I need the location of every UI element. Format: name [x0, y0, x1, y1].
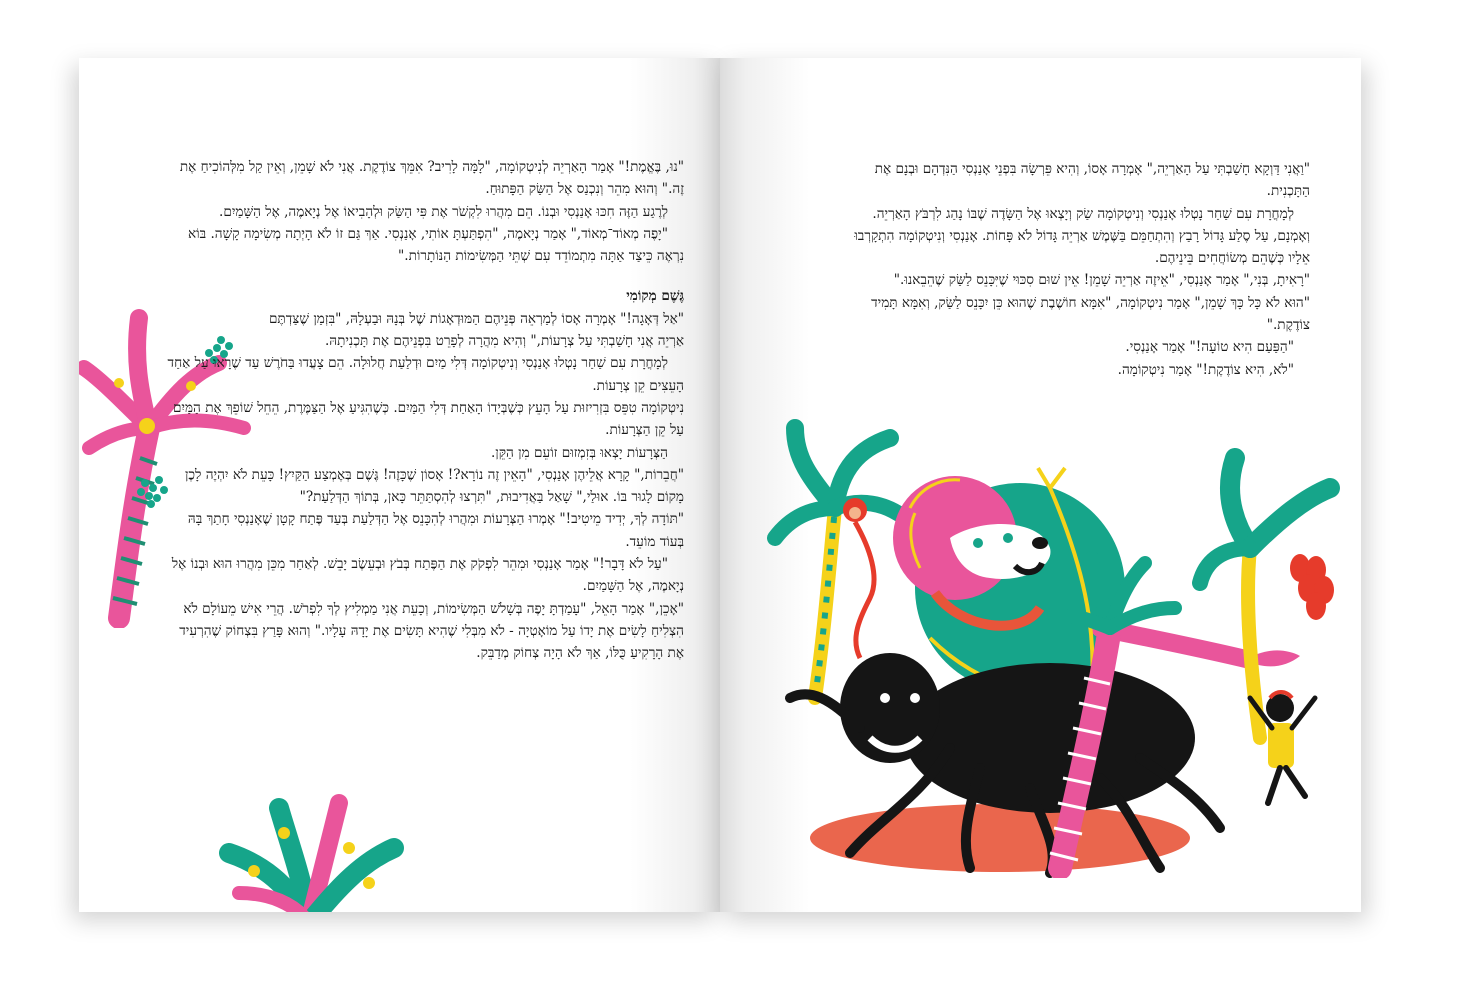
- section-heading: גֶּשֶׁם מְקוֹמִי: [626, 288, 684, 305]
- paragraph: נִיטְקוֹמָה טִפֵּס בִּזְרִיזוּת עַל הָעֵץ כְּשֶׁבְּיָדוֹ הָאַחַת דְּלִי הַמַּיִם. כְּשֶׁהִגִּיעַ אֶל הַצַּמֶּרֶת, הֵחֵל שׁוֹפֵךְ אֶת הַמַּיִם עַל קֵן הַצְּרָעוֹת.: [172, 399, 684, 439]
- paragraph: "הַפַּעַם הִיא טוֹעָה!" אָמַר אָנַנְסִי.: [1125, 339, 1294, 356]
- boy-illustration: [1250, 692, 1315, 803]
- paragraph: "נוּ, בֶּאֱמֶת!" אָמַר הָאַרְיֵה לְנִיטְקוֹמָה, "לָמָּה לָרִיב? אִמֵּךְ צוֹדֶקֶת. אֲנִי לֹא שָׁמֵן, וְאֵין קַל מִלְּהוֹכִיחַ אֶת זֶה." וְהוּא מִהֵר וְנִכְנַס אֶל הַשַּׂק הַפָּתוּחַ.: [179, 159, 684, 198]
- monkey-illustration: [843, 498, 874, 658]
- left-page: [79, 58, 720, 912]
- bush-illustration: [209, 793, 409, 912]
- paragraph: "רָאִיתָ, בְּנִי," אָמַר אָנַנְסִי, "אֵיזֶה אַרְיֵה שָׁמֵן! אֵין שׁוּם סִכּוּי שֶׁיִּכָּנֵס לַשַּׂק שֶׁהֵבֵאנוּ.": [893, 272, 1310, 289]
- paragraph: "אַל דְּאָגָה!" אָמְרָה אָסוֹ לְמַרְאֵה פְּנֵיהֶם הַמּוּדְאָגוֹת שֶׁל בְּנָהּ וּבַעְלָהּ, "בִּזְמַן שֶׁצַּדְתֶּם אַרְיֵה אֲנִי חָשַׁבְתִּי עַל צְרָעוֹת," וְהִיא מִהֲרָה לְפָרֵט בִּפְנֵיהֶם אֶת תָּכְנִיתָהּ.: [268, 310, 684, 350]
- left-page-text: [164, 156, 684, 665]
- narrow-block: [264, 285, 684, 352]
- paragraph: "וַאֲנִי דַּוְקָא חָשַׁבְתִּי עַל הָאַרְיֵה," אָמְרָה אָסוֹ, וְהִיא פֵּרְשָׂה בִּפְנֵי אָנַנְסִי הַנִּדְהָם וּבְנָם אֶת הַתָּכְנִית.: [874, 161, 1310, 200]
- paragraph: "לֹא, הִיא צוֹדֶקֶת!" אָמַר נִיטְקוֹמָה.: [1117, 361, 1294, 378]
- paragraph: הַצְּרָעוֹת יָצְאוּ בְּזִמְזוּם זוֹעֵם מִן הַקֵּן.: [490, 444, 668, 461]
- paragraph: לְמָחֳרָת עִם שַׁחַר נָטְלוּ אָנַנְסִי וְנִיטְקוֹמָה דְּלִי מַיִם וּדְלַעַת חֲלוּלָה. הֵם צָעֲדוּ בַּחֹרֶשׁ עַד שֶׁרָאוּ עַל אַחַד הָעֵצִים קֵן צְרָעוֹת.: [167, 355, 684, 394]
- paragraph: "תּוֹדָה לְךָ, יְדִיד מֵיטִיב!" אָמְרוּ הַצְּרָעוֹת וּמִהֲרוּ לְהִכָּנֵס אֶל הַדְּלַעַת בְּעַד פֶּתַח קָטָן שֶׁאָנַנְסִי חָתַךְ בָּהּ בְּעוֹד מוֹעֵד.: [187, 511, 684, 550]
- paragraph: "אָכֵן," אָמַר הָאֵל, "עָמַדְתָּ יָפֶה בְּשָׁלֹשׁ הַמְּשִׂימוֹת, וְכָעֵת אֲנִי מַמְלִיץ לְךָ לִפְרֹשׁ. הֲרֵי אִישׁ מֵעוֹלָם לֹא הִצְלִיחַ לָשִׂים אֶת יָדוֹ עַל מוֹאָטְיָה - לֹא מִבְּלִי שֶׁהִיא תָּשִׂים אֶת יָדָהּ עָלָיו." וְהוּא פָּרַץ בִּצְחוֹק שֶׁהִרְעִיד אֶת הָרָקִיעַ כֻּלּוֹ, אַךְ לֹא הָיָה צְחוֹק מְדַבֵּק.: [179, 600, 684, 662]
- paragraph: "חֲבֵרוֹת," קָרָא אֲלֵיהֶן אָנַנְסִי, "הָאֵין זֶה נוֹרָא?! אָסוֹן שֶׁכָּזֶה! גֶּשֶׁם בְּאֶמְצַע הַקַּיִץ! כָּעֵת לֹא יִהְיֶה לָכֶן מָקוֹם לָגוּר בּוֹ. אוּלַי," שָׁאַל בַּאֲדִיבוּת, "תִּרְצוּ לְהִסְתַּתֵּר כָּאן, בְּתוֹךְ הַדְּלַעַת?": [184, 466, 684, 506]
- paragraph: "עַל לֹא דָּבָר!" אָמַר אָנַנְסִי וּמִהֵר לִפְקֹק אֶת הַפֶּתַח בְּבֹץ וּבְעֵשֶׂב יָבֵשׁ. לְאַחַר מִכֵּן מִהֲרוּ הוּא וּבְנוֹ אֶל נְיָאמֶה, אֶל הַשָּׁמַיִם.: [171, 556, 684, 595]
- paragraph: לְמָחֳרָת עִם שַׁחַר נָטְלוּ אָנַנְסִי וְנִיטְקוֹמָה שַׂק וְיָצְאוּ אֶל הַשָּׂדֶה שֶׁבּוֹ נָהַג לִרְבֹּץ הָאַרְיֵה. וְאָמְנָם, עַל סֶלַע גָּדוֹל רָבַץ וְהִתְחַמֵּם בַּשֶּׁמֶשׁ אַרְיֵה גָּדוֹל לֹא פָּחוֹת. אָנַנְסִי וְנִיטְקוֹמָה הִתְקָרְבוּ אֵלָיו כְּשֶׁהֵם מְשׂוֹחֲחִים בֵּינֵיהֶם.: [854, 205, 1310, 267]
- right-page-text: [835, 158, 1310, 381]
- paragraph: לְרֶגַע הַזֶּה חִכּוּ אָנַנְסִי וּבְנוֹ. הֵם מִהֲרוּ לִקְשֹׁר אֶת פִּי הַשַּׂק וּלְהָבִיאוֹ אֶל נְיָאמֶה, אֶל הַשָּׁמַיִם.: [219, 203, 668, 220]
- paragraph: "הוּא לֹא כָּל כָּךְ שָׁמֵן," אָמַר נִיטְקוֹמָה, "אִמָּא חוֹשֶׁבֶת שֶׁהוּא כֵּן יִכָּנֵס לַשַּׂק, וְאִמָּא תָּמִיד צוֹדֶקֶת.": [871, 294, 1310, 334]
- right-page: [720, 58, 1361, 912]
- paragraph: "יָפֶה מְאוֹד־מְאוֹד," אָמַר נְיָאמֶה, "הִפְתַּעְתָּ אוֹתִי, אָנַנְסִי. אַךְ גַּם זוֹ לֹא הָיְתָה מְשִׂימָה קָשָׁה. בּוֹא נִרְאֶה כֵּיצַד אַתָּה מִתְמוֹדֵד עִם שְׁתֵּי הַמְּשִׂימוֹת הַנּוֹתָרוֹת.": [187, 225, 684, 265]
- spider-carrying-lion-illustration: [720, 398, 1361, 878]
